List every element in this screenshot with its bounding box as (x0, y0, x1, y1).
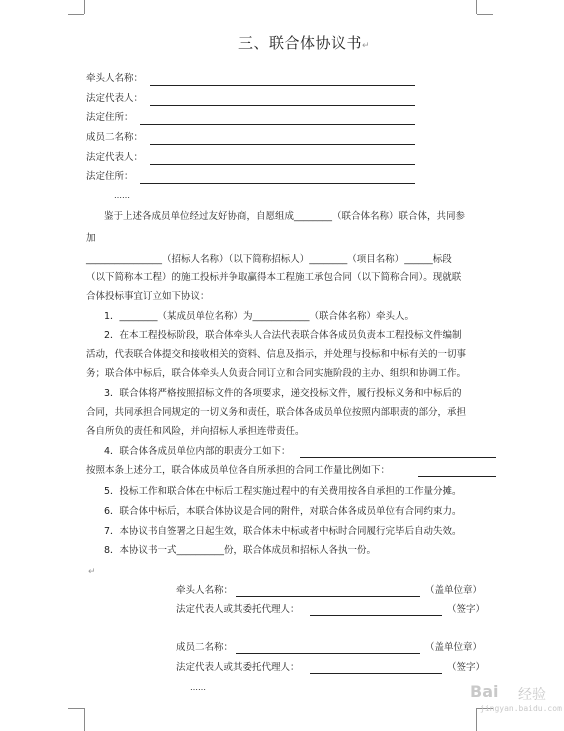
clause-2-line-1: 2．在本工程投标阶段，联合体牵头人合法代表联合体各成员负责本工程投标文件编制 (104, 330, 462, 341)
member2-name-line (150, 144, 415, 145)
clause-2-line-2: 活动，代表联合体提交和接收相关的资料、信息及指示，并处理与投标和中标有关的一切事 (86, 349, 467, 360)
intro-line-4: 合体投标事宜订立如下协议： (86, 291, 210, 302)
crop-mark-left-tick (68, 14, 84, 15)
intro-line-1: 鉴于上述各成员单位经过友好协商，自愿组成________（联合体名称）联合体，共同参 (104, 211, 466, 222)
sign-leader-rep-label: 法定代表人或其委托代理人： (176, 604, 300, 615)
empty-paragraph-mark: ↵ (88, 567, 96, 577)
clause-4-line-1: 4．联合体各成员单位内部的职责分工如下： (104, 446, 291, 457)
sign-leader-signature: （签字） (447, 604, 486, 615)
clause-6: 6．联合体中标后，本联合体协议是合同的附件，对联合体各成员单位有合同约束力。 (104, 506, 462, 517)
baidu-jingyan-watermark (470, 682, 560, 718)
crop-mark-top-left (84, 0, 85, 14)
sign-member-rep-line (310, 673, 442, 674)
paragraph-mark: ↵ (362, 41, 371, 51)
clause-4-line-2: 按照本条上述分工，联合体成员单位各自所承担的合同工作量比例如下： (86, 465, 391, 476)
sign-leader-name-line (236, 596, 420, 597)
sign-member-rep-label: 法定代表人或其委托代理人： (176, 662, 300, 673)
intro-line-3: （以下简称本工程）的施工投标并争取赢得本工程施工承包合同（以下简称合同）。现就联 (86, 272, 462, 283)
clause-4-line-2-blank (418, 476, 496, 477)
leader-addr-line (140, 124, 415, 125)
clause-7: 7．本协议书自签署之日起生效，联合体未中标或者中标时合同履行完毕后自动失效。 (104, 526, 462, 537)
leader-name-label: 牵头人名称： (86, 73, 144, 84)
sign-member-name-line (236, 653, 420, 654)
title-text: 三、联合体协议书 (238, 34, 363, 52)
watermark-url: jingyan.baidu.com (480, 704, 562, 713)
ellipsis-2: …… (190, 683, 206, 692)
member2-addr-label: 法定住所： (86, 171, 134, 182)
member2-name-label: 成员二名称： (86, 132, 144, 143)
intro-line-2: ________________（招标人名称）（以下简称招标人）________（项目名称）______标段 (86, 254, 452, 265)
watermark-brand-2: 经验 (518, 687, 546, 703)
clause-3-line-2: 合同，共同承担合同规定的一切义务和责任，联合体各成员单位按照内部职责的部分，承担 (86, 407, 467, 418)
member2-rep-line (150, 164, 415, 165)
sign-member-signature: （签字） (447, 662, 486, 673)
sign-leader-name-label: 牵头人名称： (176, 585, 234, 596)
clause-3-line-1: 3．联合体将严格按照招标文件的各项要求，递交投标文件，履行投标义务和中标后的 (104, 388, 462, 399)
crop-mark-top-right (476, 0, 477, 14)
leader-rep-label: 法定代表人： (86, 93, 144, 104)
member2-rep-label: 法定代表人： (86, 152, 144, 163)
clause-8: 8．本协议书一式__________份，联合体成员和招标人各执一份。 (104, 545, 377, 556)
clause-4-line-1-blank (300, 457, 496, 458)
watermark-brand: Bai (470, 682, 499, 701)
sign-member-seal: （盖单位章） (425, 642, 483, 653)
clause-1: 1．________（某成员单位名称）为____________（联合体名称）牵头人。 (104, 311, 415, 322)
leader-addr-label: 法定住所： (86, 112, 134, 123)
crop-mark-bottom-left (84, 708, 85, 731)
ellipsis-1: …… (114, 191, 130, 200)
sign-leader-seal: （盖单位章） (425, 585, 483, 596)
clause-3-line-3: 各自所负的责任和风险，并向招标人承担连带责任。 (86, 426, 305, 437)
clause-2-line-3: 务；联合体中标后，联合体牵头人负责合同订立和合同实施阶段的主办、组织和协调工作。 (86, 368, 467, 379)
sign-leader-rep-line (310, 615, 442, 616)
leader-rep-line (150, 105, 415, 106)
clause-5: 5．投标工作和联合体在中标后工程实施过程中的有关费用按各自承担的工作量分摊。 (104, 486, 462, 497)
sign-member-name-label: 成员二名称： (176, 642, 234, 653)
crop-mark-right-tick (477, 14, 493, 15)
crop-mark-bottom-left-tick (68, 708, 84, 709)
document-title (238, 34, 370, 55)
member2-addr-line (140, 183, 415, 184)
leader-name-line (150, 85, 415, 86)
intro-line-1b: 加 (86, 233, 96, 244)
